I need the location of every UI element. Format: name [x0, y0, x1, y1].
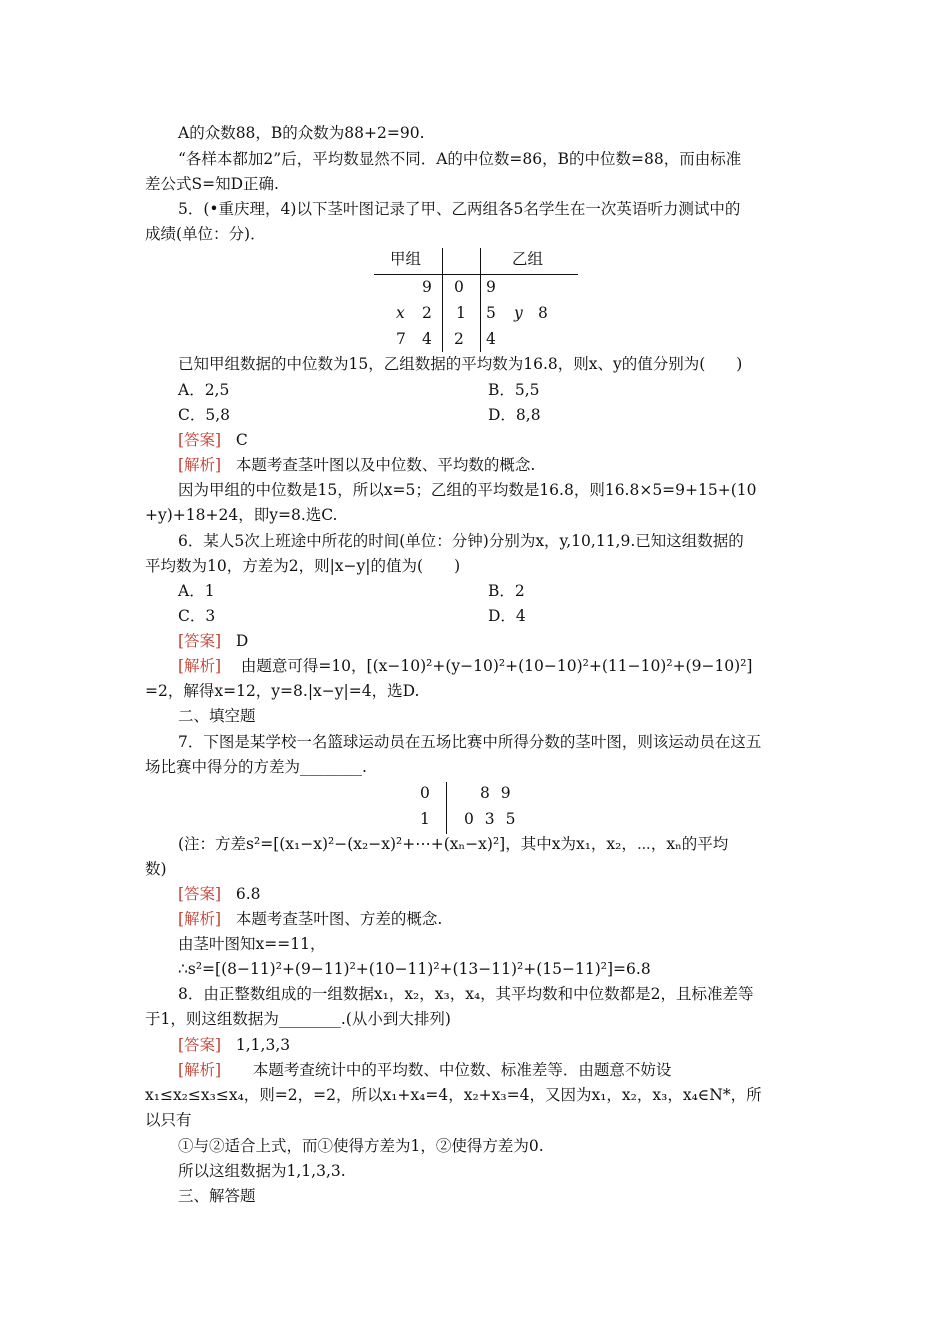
analysis-8	[178, 1059, 671, 1081]
leaf-left: x	[396, 304, 405, 322]
answer-tag: [答案]	[178, 632, 222, 650]
text-line: x₁≤x₂≤x₃≤x₄，则=2，=2，所以x₁+x₄=4，x₂+x₃=4，又因为x₁，x₂，x₃，x₄∈N*，所	[145, 1086, 762, 1104]
text-line: ①与②适合上式，而①使得方差为1，②使得方差为0.	[178, 1137, 544, 1155]
leaf-right: 9	[486, 278, 496, 296]
leaves: 0 3 5	[464, 810, 516, 828]
group-b-header: 乙组	[512, 250, 544, 268]
analysis-tag: [解析]	[178, 456, 222, 474]
leaf-right: y	[514, 304, 523, 322]
option-b: B．2	[488, 582, 525, 600]
stem: 1	[420, 810, 430, 828]
text-line: =2，解得x=12，y=8.|x−y|=4，选D.	[145, 682, 420, 700]
option-c: C．3	[178, 607, 216, 625]
group-a-header: 甲组	[390, 250, 422, 268]
answer-tag: [答案]	[178, 885, 222, 903]
text-line: 成绩(单位：分)．	[145, 225, 266, 243]
text-line: A的众数88，B的众数为88+2=90.	[178, 124, 425, 142]
text-line: ∴s²=[(8−11)²+(9−11)²+(10−11)²+(13−11)²+(15−11)²]=6.8	[178, 960, 651, 978]
stem: 0	[454, 278, 464, 296]
answer-value: D	[235, 632, 249, 650]
option-a: A．1	[178, 582, 215, 600]
leaf-left: 7	[396, 330, 406, 348]
answer-value: 1,1,3,3	[235, 1036, 291, 1054]
question-8: 8．由正整数组成的一组数据x₁，x₂，x₃，x₄，其平均数和中位数都是2，且标准差等	[178, 985, 754, 1003]
text-line: 数)	[145, 860, 167, 878]
answer-8	[178, 1034, 290, 1056]
analysis-5	[178, 454, 535, 476]
stem-leaf-plot-1	[374, 244, 578, 352]
text-line: 于1，则这组数据为________.(从小到大排列)	[145, 1010, 451, 1028]
text-line: 场比赛中得分的方差为________.	[145, 758, 367, 776]
answer-tag: [答案]	[178, 431, 222, 449]
text-line: (注：方差s²=[(x₁−x)²−(x₂−x)²+⋯+(xₙ−x)²]，其中x为x₁，x₂，⋯，xₙ的平均	[178, 835, 729, 853]
option-c: C．5,8	[178, 406, 231, 424]
answer-6	[178, 630, 248, 652]
text-line: +y)+18+24，即y=8.选C.	[145, 506, 338, 524]
question-5: 5．(•重庆理，4)以下茎叶图记录了甲、乙两组各5名学生在一次英语听力测试中的	[178, 200, 741, 218]
analysis-tag: [解析]	[178, 910, 222, 928]
leaf-left: 2	[422, 304, 432, 322]
answer-tag: [答案]	[178, 1036, 222, 1054]
section-heading: 二、填空题	[178, 707, 256, 725]
answer-value: 6.8	[235, 885, 261, 903]
stem: 1	[456, 304, 466, 322]
analysis-tag: [解析]	[178, 1061, 222, 1079]
analysis-text: 由题意可得=10，[(x−10)²+(y−10)²+(10−10)²+(11−10)²+(9−10)²]	[240, 657, 753, 675]
stem-leaf-header-rule	[374, 274, 578, 275]
text-line: 差公式S=知D正确.	[145, 175, 279, 193]
section-heading: 三、解答题	[178, 1187, 256, 1205]
answer-7	[178, 883, 261, 905]
stem-leaf-divider-right	[480, 248, 481, 352]
text-line: 所以这组数据为1,1,3,3.	[178, 1162, 346, 1180]
text-line: 由茎叶图知x==11，	[178, 935, 326, 953]
answer-value: C	[235, 431, 248, 449]
leaf-left: 4	[422, 330, 432, 348]
leaf-left: 9	[422, 278, 432, 296]
leaf-right: 8	[538, 304, 548, 322]
text-line: 平均数为10，方差为2，则|x−y|的值为( )	[145, 557, 461, 575]
leaf-right: 4	[486, 330, 496, 348]
analysis-7	[178, 908, 442, 930]
stem-leaf-divider-left	[442, 248, 443, 352]
text-line: “各样本都加2”后，平均数显然不同．A的中位数=86，B的中位数=88，而由标准	[178, 150, 742, 168]
analysis-tag: [解析]	[178, 657, 222, 675]
analysis-text: 本题考查统计中的平均数、中位数、标准差等．由题意不妨设	[252, 1061, 672, 1079]
text-line: 以只有	[145, 1111, 192, 1129]
stem-leaf-plot-2	[410, 780, 550, 836]
leaves: 8 9	[480, 784, 511, 802]
option-b: B．5,5	[488, 381, 540, 399]
analysis-6	[178, 655, 752, 677]
leaf-right: 5	[486, 304, 496, 322]
analysis-text: 本题考查茎叶图以及中位数、平均数的概念.	[235, 456, 536, 474]
text-line: 因为甲组的中位数是15，所以x=5；乙组的平均数是16.8，则16.8×5=9+15+(10	[178, 481, 757, 499]
text-line: 已知甲组数据的中位数为15，乙组数据的平均数为16.8，则x、y的值分别为( )	[178, 355, 743, 373]
analysis-text: 本题考查茎叶图、方差的概念.	[235, 910, 443, 928]
question-6: 6．某人5次上班途中所花的时间(单位：分钟)分别为x，y,10,11,9.已知这组数据的	[178, 532, 744, 550]
option-d: D．8,8	[488, 406, 541, 424]
question-7: 7．下图是某学校一名篮球运动员在五场比赛中所得分数的茎叶图，则该运动员在这五	[178, 733, 762, 751]
answer-5	[178, 429, 248, 451]
option-d: D．4	[488, 607, 526, 625]
option-a: A．2,5	[178, 381, 230, 399]
stem-leaf-divider	[446, 782, 447, 834]
stem: 2	[454, 330, 464, 348]
stem: 0	[420, 784, 430, 802]
